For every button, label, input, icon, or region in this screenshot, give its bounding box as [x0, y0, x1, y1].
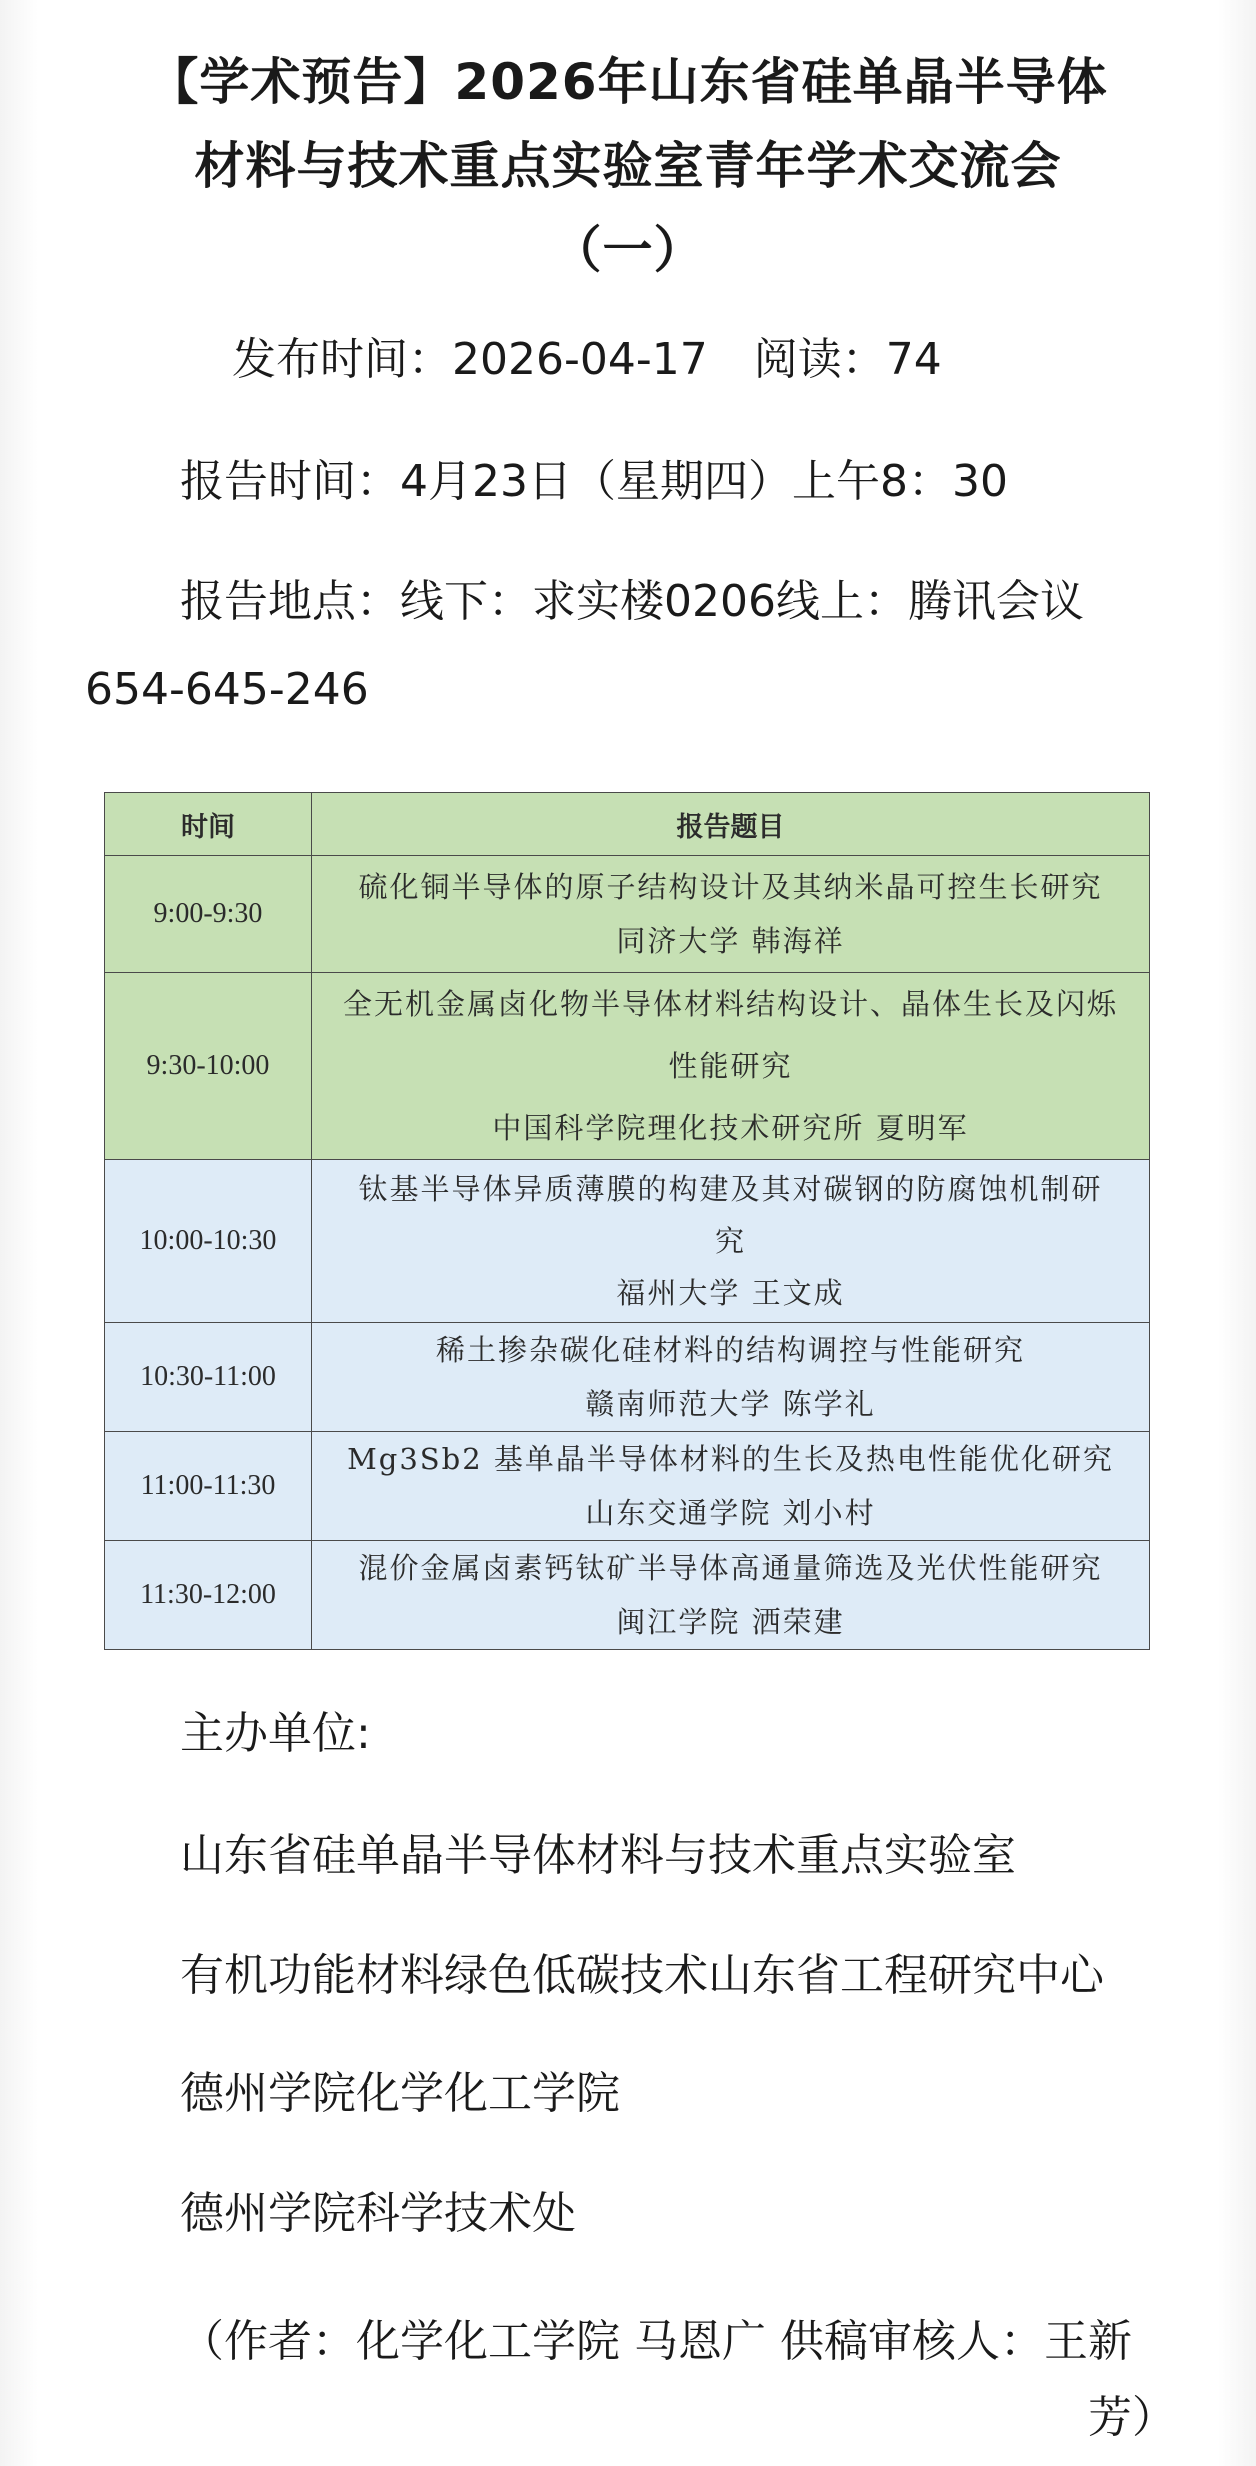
topic-speaker: 闽江学院 洒荣建	[616, 1605, 845, 1639]
author-credit	[180, 2304, 1180, 2456]
row-time: 10:00-10:30	[105, 1160, 312, 1323]
schedule-table	[104, 792, 1150, 1650]
row-topic	[312, 1541, 1150, 1650]
title-line-2: 材料与技术重点实验室青年学术交流会	[194, 137, 1062, 195]
topic-title-cont: 究	[714, 1224, 746, 1258]
publish-info	[232, 330, 942, 390]
right-margin-shade	[1218, 0, 1256, 2466]
row-time: 11:30-12:00	[105, 1541, 312, 1650]
row-time: 10:30-11:00	[105, 1323, 312, 1432]
table-row	[105, 1160, 1150, 1323]
row-time: 9:00-9:30	[105, 856, 312, 973]
topic-speaker: 山东交通学院 刘小村	[585, 1496, 876, 1530]
header-topic: 报告题目	[312, 793, 1150, 856]
row-time: 11:00-11:30	[105, 1432, 312, 1541]
topic-speaker: 赣南师范大学 陈学礼	[585, 1387, 876, 1421]
table-row	[105, 1323, 1150, 1432]
author-line-2: 芳）	[1088, 2392, 1176, 2443]
publish-date: 2026-04-17	[452, 334, 708, 385]
topic-speaker: 同济大学 韩海祥	[616, 924, 845, 958]
topic-title: 稀土掺杂碳化硅材料的结构调控与性能研究	[435, 1333, 1025, 1367]
report-time-label: 报告时间：	[180, 456, 400, 507]
table-row	[105, 856, 1150, 973]
topic-title: 全无机金属卤化物半导体材料结构设计、晶体生长及闪烁	[342, 987, 1118, 1021]
topic-speaker: 中国科学院理化技术研究所 夏明军	[492, 1111, 969, 1145]
organizer-item: 德州学院化学化工学院	[180, 2068, 620, 2119]
report-place-label: 报告地点：	[180, 576, 400, 627]
organizer-item: 德州学院科学技术处	[180, 2188, 576, 2239]
left-margin-shade	[0, 0, 38, 2466]
row-topic	[312, 1160, 1150, 1323]
topic-title: 混价金属卤素钙钛矿半导体高通量筛选及光伏性能研究	[358, 1551, 1103, 1585]
organizer-item: 有机功能材料绿色低碳技术山东省工程研究中心	[180, 1950, 1104, 2001]
title-line-1: 【学术预告】2026年山东省硅单晶半导体	[148, 53, 1108, 111]
read-label: 阅读：	[753, 334, 886, 385]
topic-speaker: 福州大学 王文成	[616, 1276, 845, 1310]
row-topic	[312, 1432, 1150, 1541]
author-line-1: （作者：化学化工学院 马恩广 供稿审核人：王新	[180, 2316, 1132, 2367]
report-place-value: 线下：求实楼0206线上：腾讯会议	[400, 576, 1084, 627]
topic-title: Mg3Sb2 基单晶半导体材料的生长及热电性能优化研究	[347, 1442, 1114, 1476]
row-topic	[312, 856, 1150, 973]
organizers-label: 主办单位:	[180, 1708, 371, 1759]
publish-label: 发布时间：	[232, 334, 452, 385]
topic-title-cont: 性能研究	[668, 1049, 793, 1083]
header-time: 时间	[105, 793, 312, 856]
report-place	[180, 572, 1084, 632]
report-time	[180, 452, 1008, 512]
report-time-value: 4月23日（星期四）上午8：30	[400, 456, 1008, 507]
table-row	[105, 1541, 1150, 1650]
title-line-3: （一）	[551, 221, 705, 279]
row-time: 9:30-10:00	[105, 973, 312, 1160]
organizer-item: 山东省硅单晶半导体材料与技术重点实验室	[180, 1830, 1016, 1881]
meeting-id: 654-645-246	[85, 664, 369, 715]
table-row	[105, 973, 1150, 1160]
row-topic	[312, 973, 1150, 1160]
read-count: 74	[885, 334, 942, 385]
article-title	[80, 40, 1176, 292]
row-topic	[312, 1323, 1150, 1432]
table-row	[105, 1432, 1150, 1541]
topic-title: 钛基半导体异质薄膜的构建及其对碳钢的防腐蚀机制研	[358, 1172, 1103, 1206]
topic-title: 硫化铜半导体的原子结构设计及其纳米晶可控生长研究	[358, 870, 1103, 904]
